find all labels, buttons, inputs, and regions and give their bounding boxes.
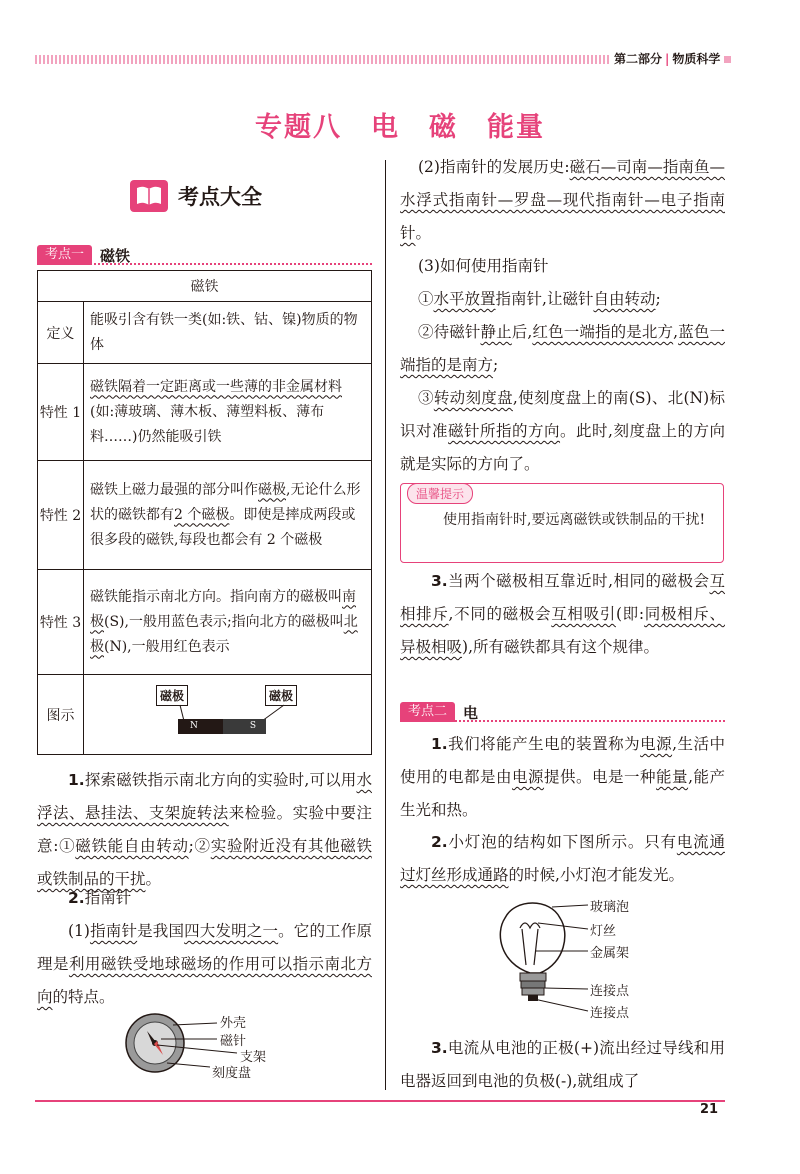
text-segment: ,能产生光和热。 [400,768,725,819]
paragraph-compass-heading [37,882,372,915]
text-segment: 小灯泡的结构如下图所示。只有 [447,833,677,851]
table-row [38,675,372,755]
para-number: 3. [431,1039,448,1057]
paragraph-magnetic-poles [400,565,725,664]
para-number: 1. [431,735,448,753]
text-segment: ; [655,290,661,308]
kd2-name: 电 [463,704,479,722]
underlined-text: 互相吸引 [551,605,616,623]
section-title: 考点大全 [178,185,262,209]
paragraph-step-1 [400,283,725,316]
header-band [35,55,610,64]
text-segment: ③ [418,389,434,407]
row-key: 特性 1 [38,364,84,461]
text-segment: 来检验。实验中要注意:① [37,804,372,855]
header-square-icon [724,56,731,63]
bulb-glass-label: 玻璃泡 [590,900,630,915]
text-segment: 的时候,小灯泡才能发光。 [508,866,684,884]
text-segment: 当两个磁极相互靠近时,相同的磁极会 [447,572,710,590]
underlined-text: 实验附近没有其他磁铁或铁制品的干扰 [37,837,372,888]
header-part: 第二部分 [614,52,663,66]
tip-box [400,483,724,563]
underlined-text: 同极相斥、异极相吸 [400,605,725,656]
underlined-text: 电源 [640,735,673,753]
text-segment: ; [493,356,499,374]
text-segment: 后, [511,323,533,341]
table-row [38,302,372,364]
text-segment: ,生活中使用的电都是由 [400,735,725,786]
paragraph-how-to-use [400,250,725,283]
compass-stand-label: 支架 [240,1050,267,1065]
header-subject: 物质科学 [672,52,721,66]
kd2-dotted-line [400,720,725,722]
text-segment: 是我国 [137,922,185,940]
text-segment: 指南针,让磁针 [495,290,594,308]
paragraph-experiment [37,764,372,896]
compass-needle-label: 磁针 [220,1034,247,1049]
underlined-text: 水浮法、悬挂法、支架旋转法 [37,771,372,822]
underlined-text: 磁极 [258,481,286,498]
column-divider [385,160,386,1090]
kd1-name: 磁铁 [100,247,131,265]
paragraph-compass-principle [37,915,372,1014]
underlined-text: 四大发明之一 [184,922,279,940]
kd1-tag: 考点一 [37,245,92,265]
text-segment: (1) [68,922,90,940]
underlined-text: 磁石—司南—指南鱼—水浮式指南针—罗盘—现代指南针—电子指南针 [400,158,725,242]
bulb-figure [490,893,600,1023]
underlined-text: 磁铁隔着一定距离或一些薄的非金属材料 [90,378,342,395]
para-number: 2. [68,889,85,907]
text-segment: 。即使是摔成两段或很多段的磁铁,每段也都会有 2 个磁极 [90,506,356,548]
underlined-text: 能量 [656,768,689,786]
table-header-row [38,271,372,302]
bulb-frame-label: 金属架 [590,946,630,961]
underlined-text: 互相排斥 [400,572,725,623]
kd2-label [400,702,478,722]
paragraph-circuit [400,1032,725,1098]
magnet-figure-cell [84,675,372,755]
bar-magnet [178,719,266,734]
text-segment: 提供。电是一种 [544,768,657,786]
magnet-figure [84,677,371,753]
text-segment: 。此时,刻度盘上的方向就是实际的方向了。 [400,422,725,473]
footer-line [35,1100,725,1102]
table-row [38,570,372,675]
para-number: 3. [431,572,448,590]
bulb-contact-label: 连接点 [590,1006,630,1021]
tip-text: 使用指南针时,要远离磁铁或铁制品的干扰! [443,512,706,528]
magnet-table [37,270,372,755]
text-segment: (2)指南针的发展历史: [418,158,570,176]
text-segment: ① [418,290,434,308]
underlined-text: 自由转动 [593,290,656,308]
text-segment: (S),一般用蓝色表示;指向北方的磁极叫 [104,613,344,630]
text-segment: , [673,323,679,341]
text-segment: 电流从电池的正极(+)流出经过导线和用电器返回到电池的负极(-),就组成了 [400,1039,725,1090]
table-header: 磁铁 [38,271,372,302]
row-value [84,570,372,675]
kd1-label [37,245,130,265]
text-segment: ;② [188,837,211,855]
tip-tag: 温馨提示 [407,483,473,504]
underlined-text: 磁针所指的方向 [448,422,561,440]
underlined-text: 磁铁能自由转动 [75,837,189,855]
paragraph-bulb [400,826,725,892]
paragraph-compass-history [400,151,725,250]
paragraph-step-2 [400,316,725,382]
table-row [38,461,372,570]
text-segment: 的特点。 [52,988,115,1006]
text-segment: (N),一般用红色表示 [104,638,230,655]
para-number: 2. [431,833,448,851]
row-value-rest: (如:薄玻璃、薄木板、薄塑料板、薄布料……)仍然能吸引铁 [90,403,325,445]
row-key: 特性 2 [38,461,84,570]
row-value: 能吸引含有铁一类(如:铁、钴、镍)物质的物体 [84,302,372,364]
text-segment: 。 [145,870,162,888]
paragraph-step-3 [400,382,725,481]
magnet-pole-label: 磁极 [265,685,297,706]
para-number: 1. [68,771,85,789]
text-segment: ),所有磁铁都具有这个规律。 [462,638,659,656]
text-segment: (即: [615,605,645,623]
underlined-text: 转动刻度盘 [433,389,513,407]
kd2-tag: 考点二 [400,702,455,722]
text-segment: ②待磁针 [418,323,481,341]
text-segment: 指南针 [84,889,132,907]
text-segment: 。 [415,224,432,242]
text-segment: 。它的工作原理是 [37,922,372,973]
text-segment: 磁铁上磁力最强的部分叫作 [90,481,258,498]
book-icon [130,180,168,212]
text-segment: ,无论什么形状的磁铁都有 [90,481,361,523]
section-badge [130,180,262,212]
underlined-text: 利用磁铁受地球磁场的作用可以指示南北方向 [37,955,372,1006]
underlined-text: 南极 [90,588,356,630]
north-pole: N [178,719,223,734]
text-segment: 我们将能产生电的装置称为 [447,735,641,753]
underlined-text: 蓝色一端指的是南方 [400,323,725,374]
underlined-text: 红色一端指的是北方 [532,323,674,341]
row-value [84,461,372,570]
pole-pointer-lines [84,677,364,753]
underlined-text: 电流通过灯丝形成通路 [400,833,725,884]
text-segment: 探索磁铁指示南北方向的实验时,可以用 [84,771,357,789]
bulb-filament-label: 灯丝 [590,924,617,939]
row-key: 特性 3 [38,570,84,675]
underlined-text: 指南针 [89,922,138,940]
running-header [614,50,731,67]
underlined-text: 2 个磁极 [174,506,230,523]
row-key: 图示 [38,675,84,755]
underlined-text: 电源 [512,768,545,786]
underlined-text: 静止 [480,323,512,341]
paragraph-power-source [400,728,725,827]
text-segment: 磁铁能指示南北方向。指向南方的磁极叫 [90,588,342,605]
compass-dial-label: 刻度盘 [212,1066,252,1081]
header-separator: | [665,52,670,66]
south-pole: S [223,719,266,734]
text-segment: ,使刻度盘上的南(S)、北(N)标识对准 [400,389,725,440]
underlined-text: 北极 [90,613,358,655]
underlined-text: 水平放置 [433,290,496,308]
bulb-contact-label: 连接点 [590,984,630,999]
compass-shell-label: 外壳 [220,1016,247,1031]
kd1-dotted-line [37,263,372,265]
row-value [84,364,372,461]
table-row [38,364,372,461]
page-number: 21 [700,1102,719,1117]
magnet-pole-label: 磁极 [156,685,188,706]
row-key: 定义 [38,302,84,364]
text-segment: ,不同的磁极会 [448,605,552,623]
page-title: 专题八 电 磁 能量 [255,112,545,143]
text-segment: (3)如何使用指南针 [418,257,549,275]
